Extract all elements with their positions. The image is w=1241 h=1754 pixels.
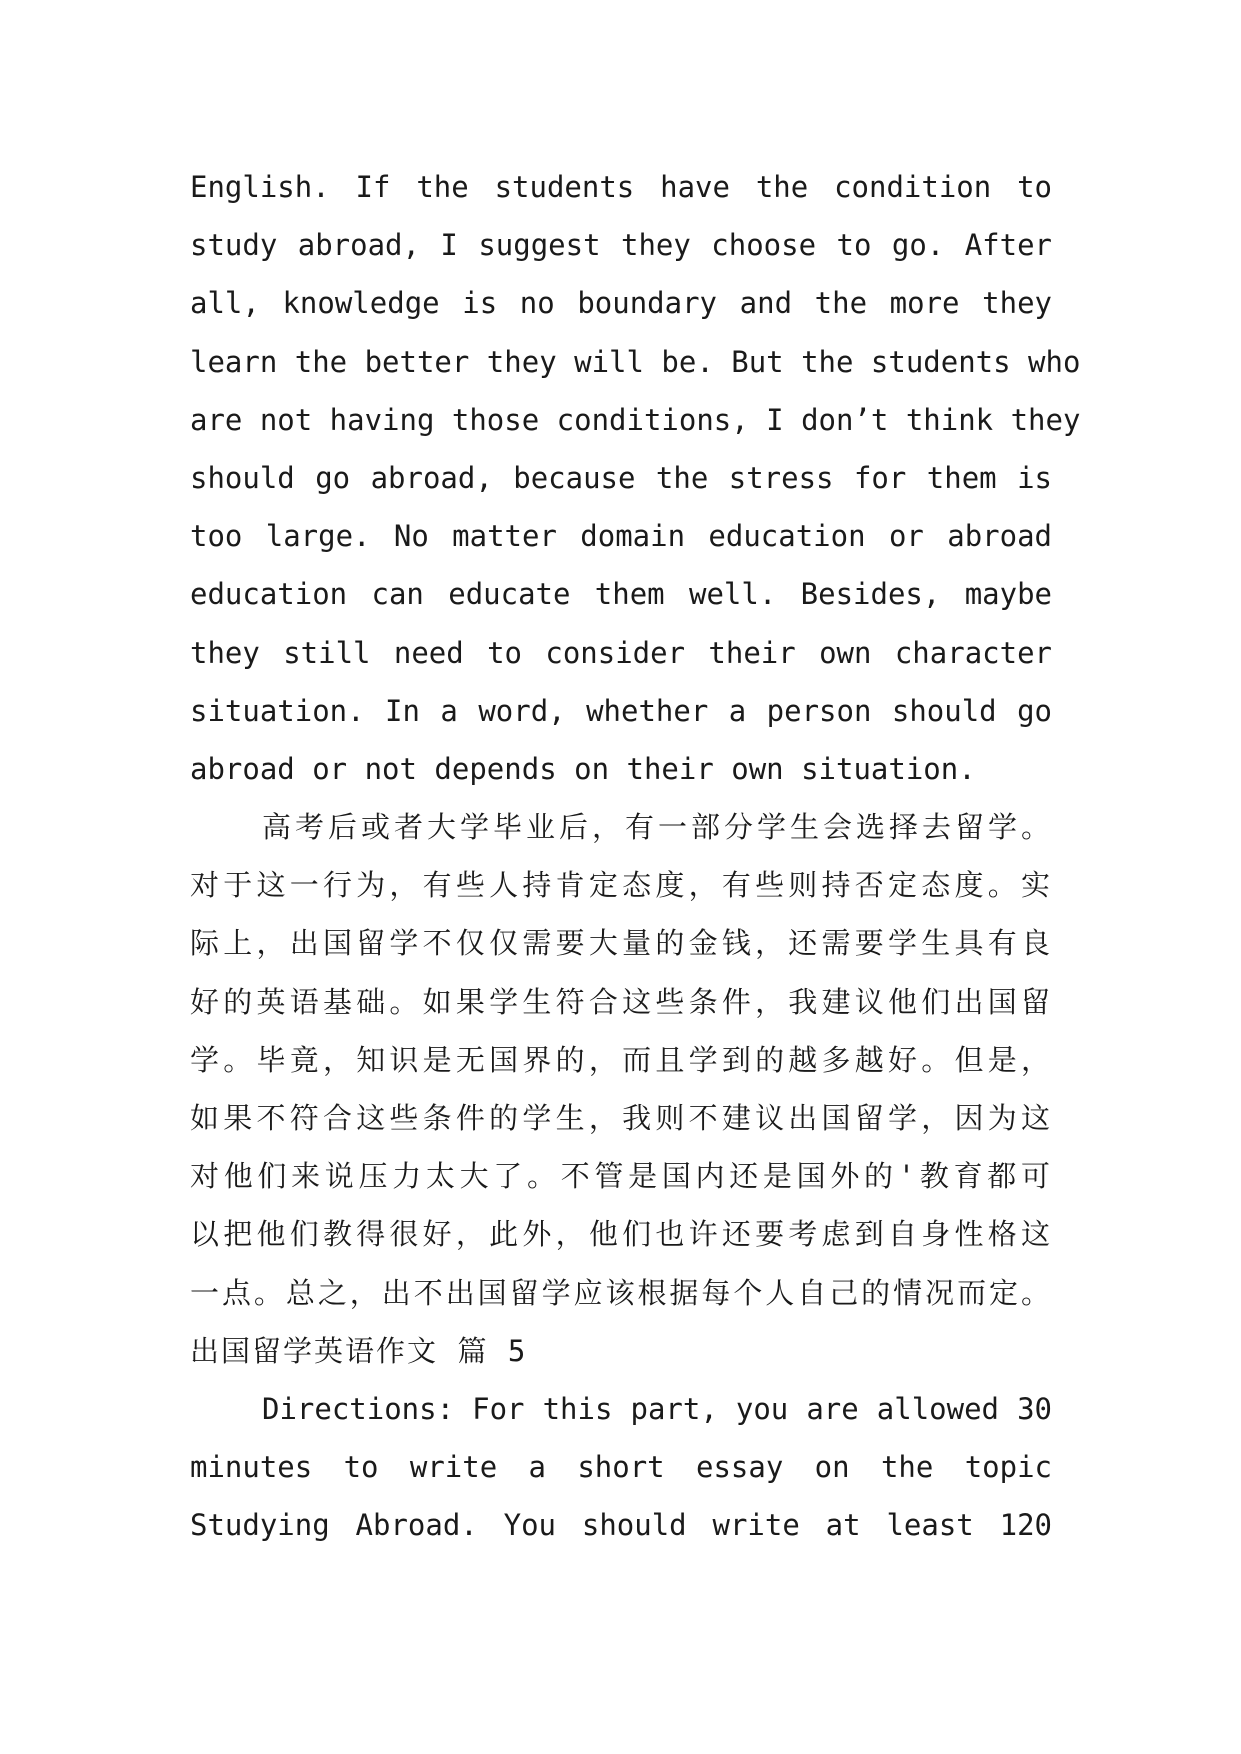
section-heading: 出国留学英语作文 篇 5: [190, 1333, 528, 1368]
text-line: too large. No matter domain education or abroad: [190, 519, 1052, 554]
text-line: minutes to write a short essay on the topic: [190, 1450, 1052, 1485]
text-line: 高考后或者大学毕业后，有一部分学生会选择去留学。: [262, 810, 1052, 845]
text-line: 学。毕竟，知识是无国界的，而且学到的越多越好。但是，: [190, 1042, 1052, 1077]
text-line: situation. In a word, whether a person should go: [190, 693, 1052, 728]
text-line: education can educate them well. Besides, maybe: [190, 577, 1052, 612]
text-line: 一点。总之，出不出国留学应该根据每个人自己的情况而定。: [190, 1275, 1052, 1310]
text-line: 际上，出国留学不仅仅需要大量的金钱，还需要学生具有良: [190, 926, 1052, 961]
text-line: should go abroad, because the stress for them is: [190, 460, 1052, 495]
text-line: 如果不符合这些条件的学生，我则不建议出国留学，因为这: [190, 1101, 1052, 1135]
text-line: Directions: For this part, you are allowed 30: [262, 1391, 1052, 1426]
text-line: Studying Abroad. You should write at least 120: [190, 1508, 1052, 1543]
text-line: study abroad, I suggest they choose to go. After: [190, 228, 1052, 263]
paragraph-chinese: [190, 798, 1052, 1322]
text-line: all, knowledge is no boundary and the more they: [190, 286, 1052, 321]
text-line: English. If the students have the condition to: [190, 170, 1052, 204]
text-line: 好的英语基础。如果学生符合这些条件，我建议他们出国留: [190, 984, 1052, 1019]
paragraph-english-1: [190, 158, 1081, 798]
text-line: 以把他们教得很好，此外，他们也许还要考虑到自身性格这: [190, 1217, 1052, 1252]
text-line: abroad or not depends on their own situation.: [190, 751, 976, 786]
text-line: are not having those conditions, I don’t think they: [190, 402, 1081, 437]
document-body: [190, 158, 1081, 1555]
text-line: 对他们来说压力太大了。不管是国内还是国外的'教育都可: [190, 1159, 1052, 1194]
text-line: 对于这一行为，有些人持肯定态度，有些则持否定态度。实: [190, 868, 1052, 903]
text-line: they still need to consider their own character: [190, 635, 1052, 670]
paragraph-english-2: [190, 1380, 1052, 1555]
text-line: learn the better they will be. But the students who: [190, 344, 1081, 379]
